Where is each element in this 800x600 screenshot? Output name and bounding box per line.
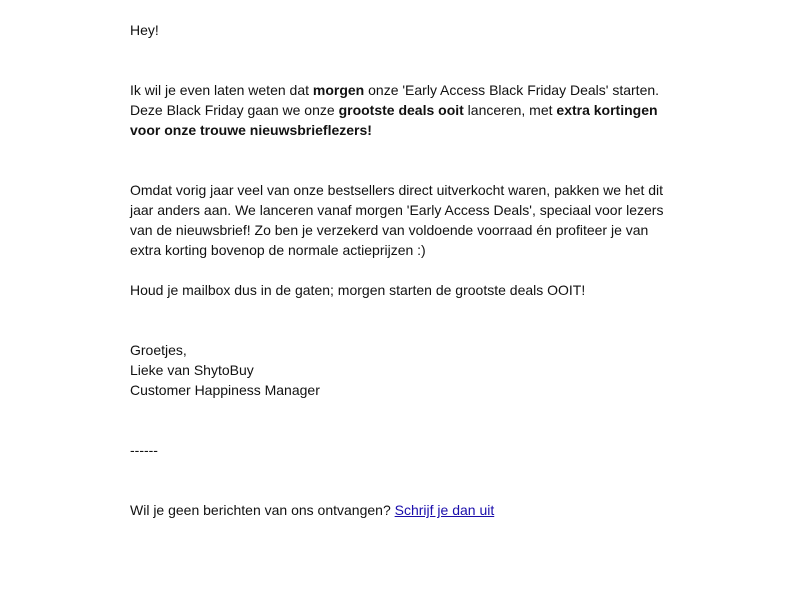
footer-question: Wil je geen berichten van ons ontvangen? xyxy=(130,502,395,518)
intro-bold-deals: grootste deals ooit xyxy=(338,102,464,118)
intro-bold-morgen: morgen xyxy=(312,82,365,98)
intro-text-1: Ik wil je even laten weten dat xyxy=(130,82,313,98)
spacer xyxy=(130,300,670,340)
unsubscribe-link[interactable]: Schrijf je dan uit xyxy=(394,502,495,518)
greeting: Hey! xyxy=(130,22,159,38)
footer xyxy=(130,500,670,520)
signature-closing: Groetjes, xyxy=(130,342,187,358)
spacer xyxy=(130,40,670,80)
spacer xyxy=(130,400,670,440)
reminder-paragraph: Houd je mailbox dus in de gaten; morgen starten de grootste deals OOIT! xyxy=(130,282,586,298)
spacer xyxy=(130,460,670,500)
body-paragraph: Omdat vorig jaar veel van onze bestsellers direct uitverkocht waren, pakken we het dit jaar anders aan. We lanceren vanaf morgen 'Early Access Deals', speciaal voor lezers van de nieuwsbrief! Zo ben je verzekerd van voldoende voorraad én profiteer je van extra korting bovenop de normale actieprijzen :) xyxy=(130,182,664,258)
intro-paragraph xyxy=(130,80,670,140)
signature-role: Customer Happiness Manager xyxy=(130,382,320,398)
signature-name: Lieke van ShytoBuy xyxy=(130,362,254,378)
intro-text-2: onze 'Early Access Black Friday Deals' starten. Deze Black Friday gaan we onze xyxy=(130,82,660,118)
spacer xyxy=(130,140,670,180)
intro-bold-kortingen: extra kortingen voor onze trouwe nieuwsbrieflezers! xyxy=(130,102,658,138)
separator: ------ xyxy=(130,442,158,458)
email-body xyxy=(130,20,670,520)
spacer xyxy=(130,260,670,280)
intro-text-3: lanceren, met xyxy=(463,102,557,118)
